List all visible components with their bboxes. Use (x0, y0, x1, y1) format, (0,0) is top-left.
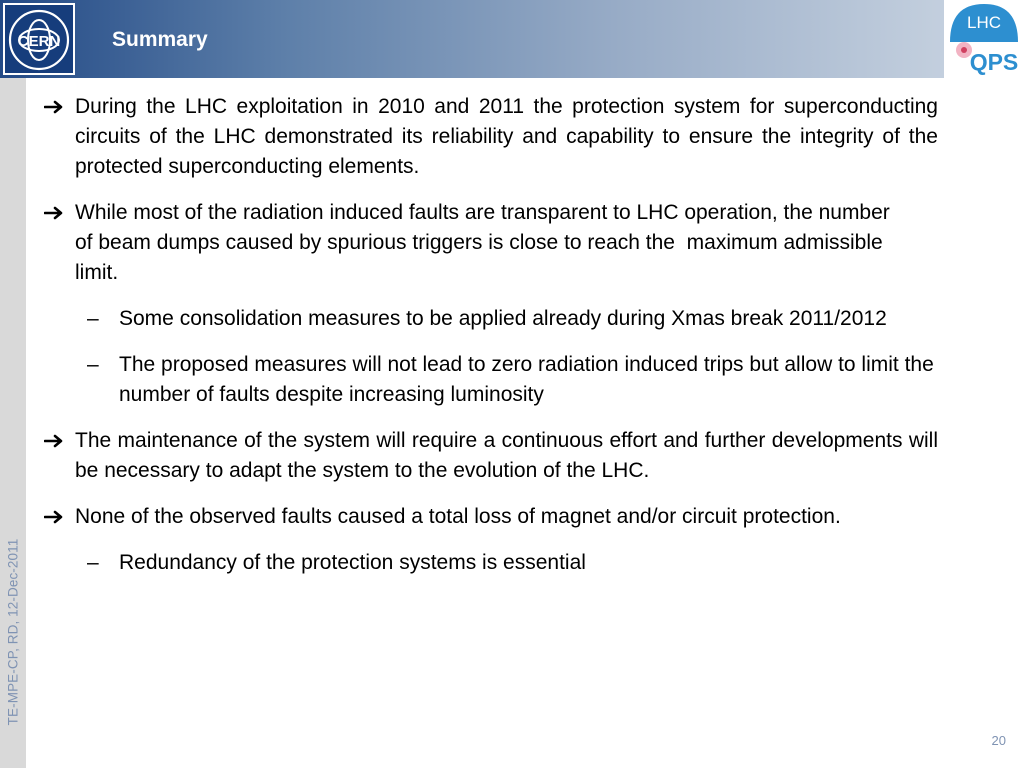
bullet-item (44, 198, 938, 288)
bullet-text: During the LHC exploitation in 2010 and 2011 the protection system for superconducting circuits of the LHC demonstrated its reliability and capability to ensure the integrity of the protected superconducting elements. (75, 95, 938, 178)
sub-bullet-text: Redundancy of the protection systems is essential (119, 551, 586, 574)
cern-logo (3, 3, 75, 75)
sub-bullet-item (44, 350, 938, 410)
dash-marker: – (87, 353, 99, 376)
sub-bullet-item (44, 304, 938, 334)
right-arrow-icon (44, 198, 68, 228)
right-arrow-icon (44, 502, 68, 532)
bullet-item (44, 426, 938, 486)
bullet-text: The maintenance of the system will require a continuous effort and further developments will be necessary to adapt the system to the evolution of the LHC. (75, 429, 938, 482)
qps-logo-text: QPS (969, 49, 1019, 75)
title-bar (0, 0, 944, 78)
slide-body (44, 92, 938, 578)
bullet-text: None of the observed faults caused a total loss of magnet and/or circuit protection. (75, 505, 841, 528)
slide-title: Summary (112, 28, 208, 51)
lhc-qps-logo (944, 0, 1024, 78)
footer-vertical-text: TE-MPE-CP, RD, 12-Dec-2011 (5, 538, 21, 726)
right-arrow-icon (44, 92, 68, 122)
sub-bullet-text: Some consolidation measures to be applied already during Xmas break 2011/2012 (119, 307, 887, 330)
bullet-item (44, 502, 938, 532)
lhc-logo-text: LHC (966, 13, 1002, 32)
right-arrow-icon (44, 426, 68, 456)
cern-logo-text: CERN (17, 33, 61, 50)
dash-marker: – (87, 307, 99, 330)
bullet-text: While most of the radiation induced faults are transparent to LHC operation, the number of beam dumps caused by spurious triggers is close to reach the maximum admissible limit. (75, 201, 896, 284)
dash-marker: – (87, 551, 99, 574)
sub-bullet-text: The proposed measures will not lead to zero radiation induced trips but allow to limit the number of faults despite increasing luminosity (119, 353, 934, 406)
page-number: 20 (991, 733, 1006, 748)
bullet-item (44, 92, 938, 182)
sub-bullet-item (44, 548, 938, 578)
